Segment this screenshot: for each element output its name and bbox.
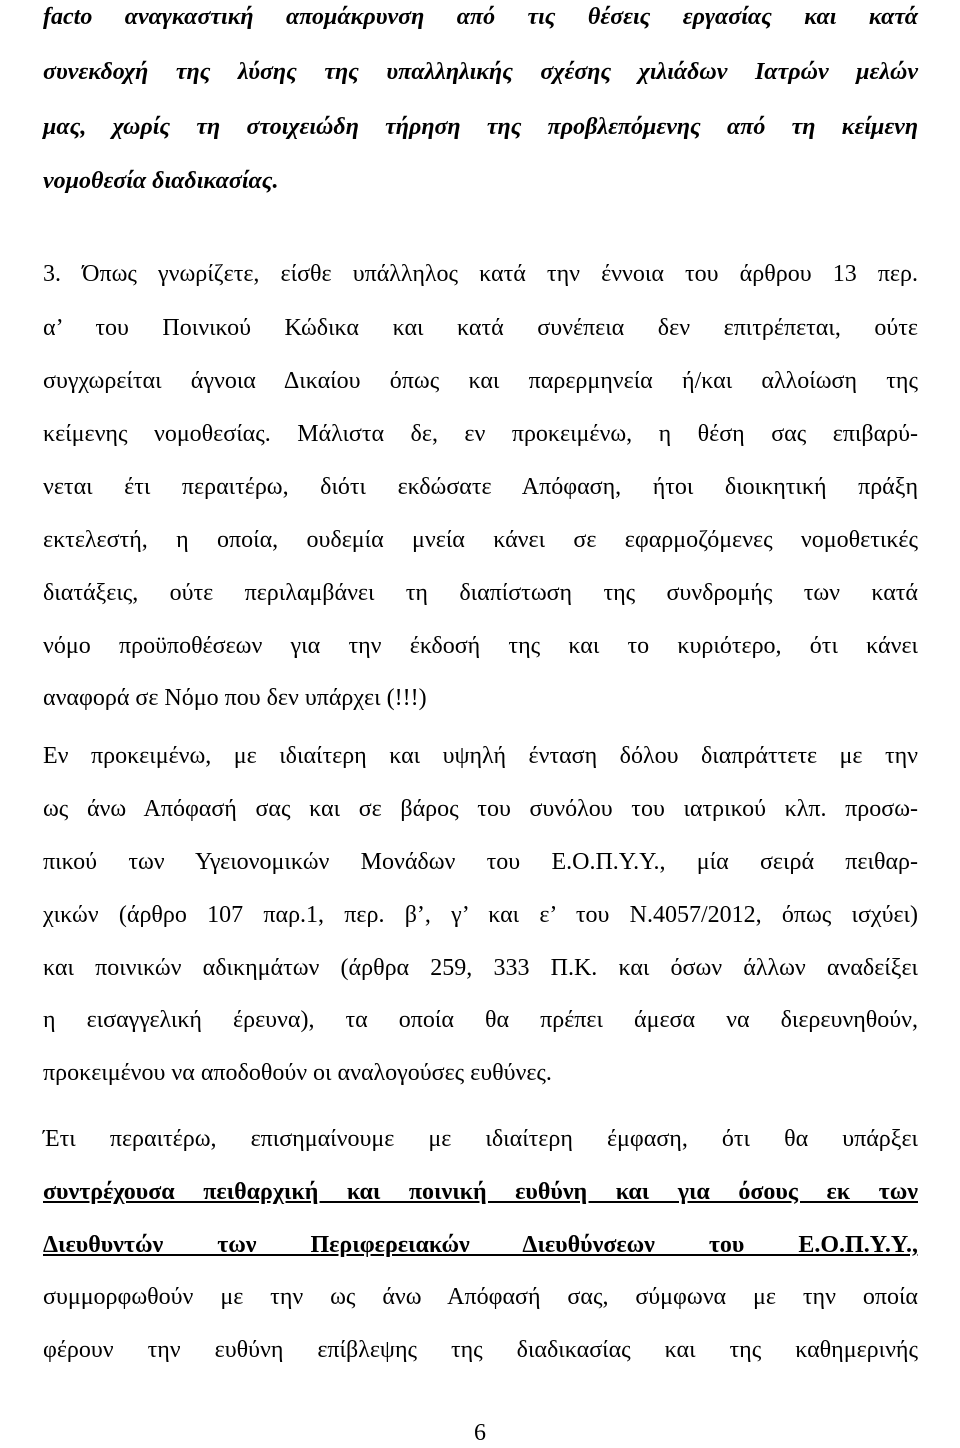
- paragraph-line: η εισαγγελική έρευνα), τα οποία θα πρέπει άμεσα να διερευνηθούν,: [43, 1007, 918, 1033]
- paragraph-line: Διευθυντών των Περιφερειακών Διευθύνσεων του Ε.Ο.Π.Υ.Υ.,: [43, 1232, 918, 1258]
- paragraph-line: συνεκδοχή της λύσης της υπαλληλικής σχέσης χιλιάδων Ιατρών μελών: [43, 59, 918, 85]
- paragraph-line: κείμενης νομοθεσίας. Μάλιστα δε, εν προκειμένω, η θέση σας επιβαρύ-: [43, 421, 918, 447]
- paragraph-line: νομοθεσία διαδικασίας.: [43, 168, 279, 194]
- paragraph-line: Έτι περαιτέρω, επισημαίνουμε με ιδιαίτερη έμφαση, ότι θα υπάρξει: [43, 1126, 918, 1152]
- paragraph-line: α’ του Ποινικού Κώδικα και κατά συνέπεια δεν επιτρέπεται, ούτε: [43, 315, 918, 341]
- paragraph-line: αναφορά σε Νόμο που δεν υπάρχει (!!!): [43, 685, 427, 711]
- paragraph-line: ως άνω Απόφασή σας και σε βάρος του συνόλου του ιατρικού κλπ. προσω-: [43, 796, 918, 822]
- page-number: 6: [474, 1420, 486, 1446]
- paragraph-line: χικών (άρθρο 107 παρ.1, περ. β’, γ’ και ε’ του Ν.4057/2012, όπως ισχύει): [43, 902, 918, 928]
- paragraph-line: νόμο προϋποθέσεων για την έκδοσή της και το κυριότερο, ότι κάνει: [43, 633, 918, 659]
- paragraph-line: συμμορφωθούν με την ως άνω Απόφασή σας, σύμφωνα με την οποία: [43, 1284, 918, 1310]
- paragraph-line: facto αναγκαστική απομάκρυνση από τις θέσεις εργασίας και κατά: [43, 4, 918, 30]
- paragraph-line: φέρουν την ευθύνη επίβλεψης της διαδικασίας και της καθημερινής: [43, 1337, 918, 1363]
- paragraph-line: συντρέχουσα πειθαρχική και ποινική ευθύνη και για όσους εκ των: [43, 1179, 918, 1205]
- paragraph-line: και ποινικών αδικημάτων (άρθρα 259, 333 Π.Κ. και όσων άλλων αναδείξει: [43, 955, 918, 981]
- paragraph-line: διατάξεις, ούτε περιλαμβάνει τη διαπίστωση της συνδρομής των κατά: [43, 580, 918, 606]
- paragraph-line: νεται έτι περαιτέρω, διότι εκδώσατε Απόφαση, ήτοι διοικητική πράξη: [43, 474, 918, 500]
- paragraph-line: προκειμένου να αποδοθούν οι αναλογούσες ευθύνες.: [43, 1060, 552, 1086]
- paragraph-line: πικού των Υγειονομικών Μονάδων του Ε.Ο.Π.Υ.Υ., μία σειρά πειθαρ-: [43, 849, 918, 875]
- paragraph-line: συγχωρείται άγνοια Δικαίου όπως και παρερμηνεία ή/και αλλοίωση της: [43, 368, 918, 394]
- paragraph-line: μας, χωρίς τη στοιχειώδη τήρηση της προβλεπόμενης από τη κείμενη: [43, 114, 918, 140]
- paragraph-line: Εν προκειμένω, με ιδιαίτερη και υψηλή ένταση δόλου διαπράττετε με την: [43, 743, 918, 769]
- paragraph-line: εκτελεστή, η οποία, ουδεμία μνεία κάνει σε εφαρμοζόμενες νομοθετικές: [43, 527, 918, 553]
- paragraph-line: 3. Όπως γνωρίζετε, είσθε υπάλληλος κατά την έννοια του άρθρου 13 περ.: [43, 261, 918, 287]
